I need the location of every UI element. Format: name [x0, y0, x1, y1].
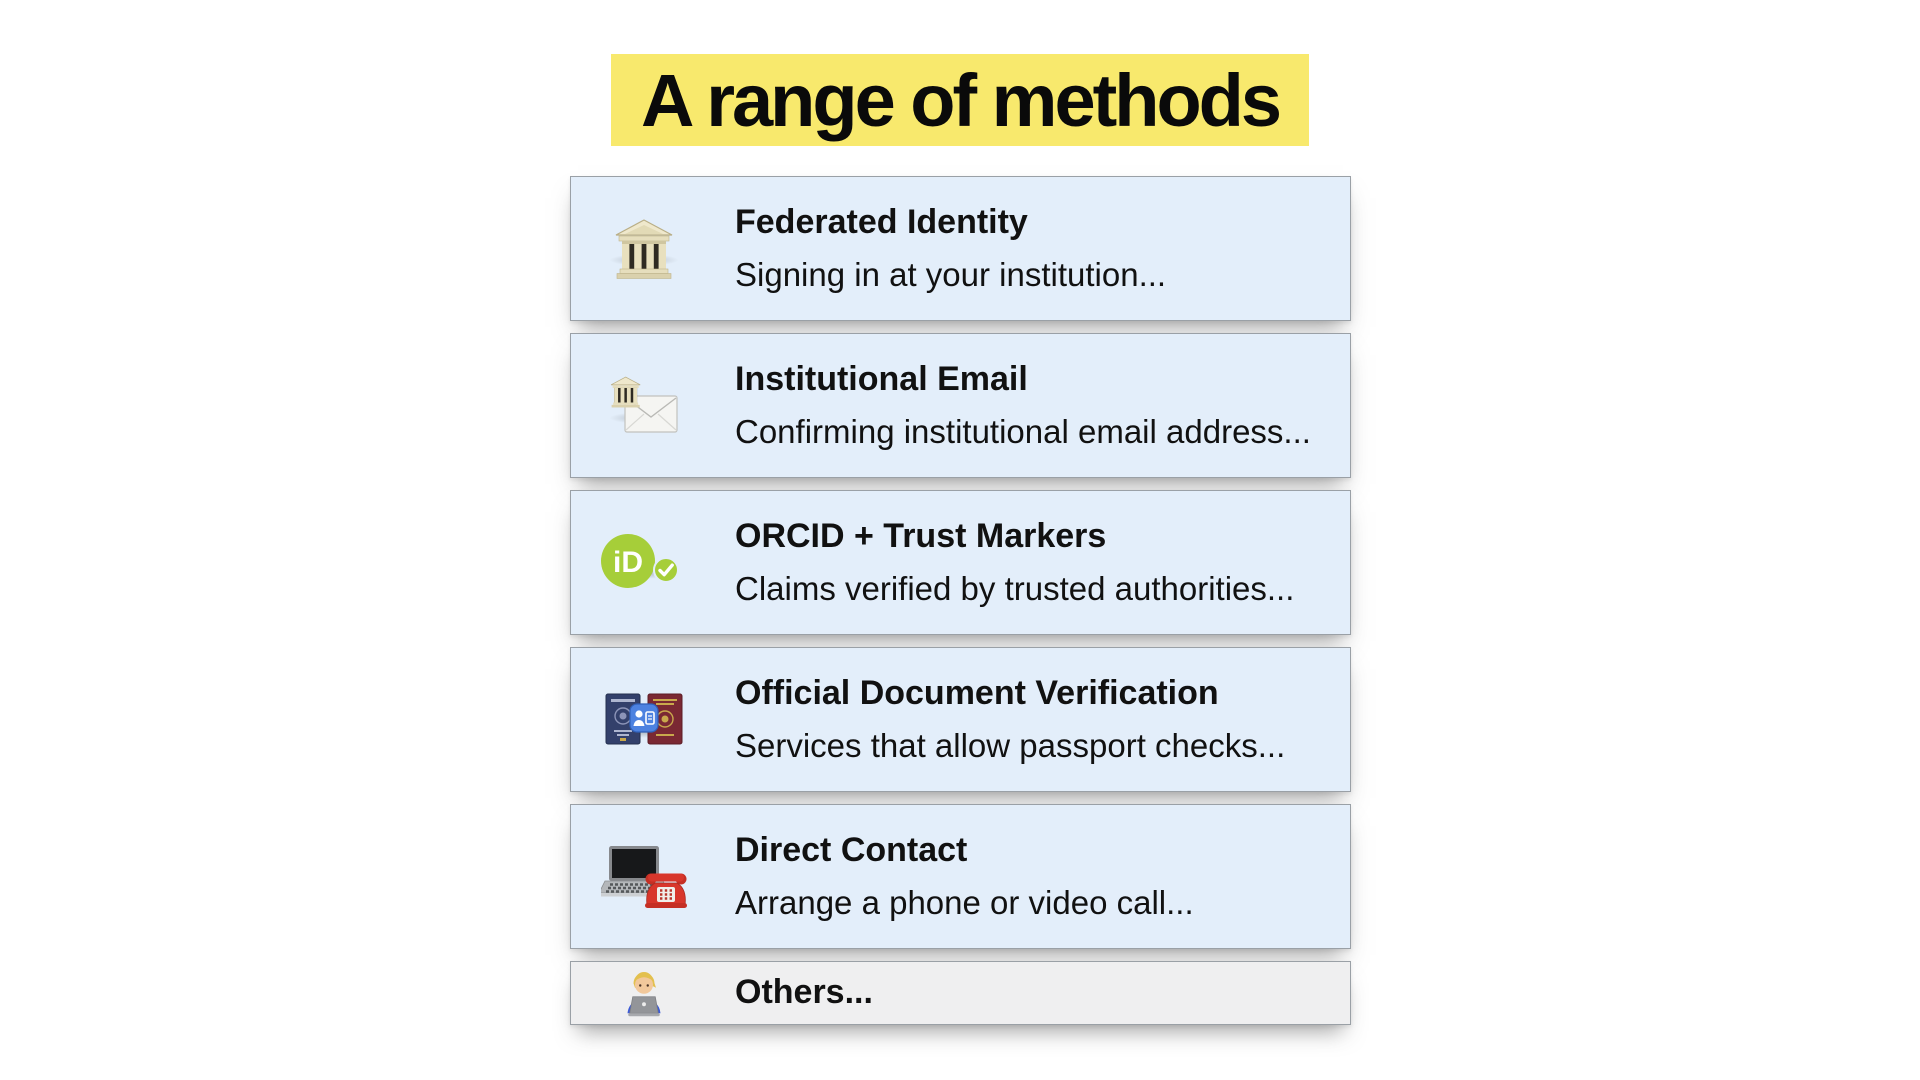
card-text	[735, 674, 1285, 764]
svg-text:iD: iD	[613, 545, 643, 579]
passport-control-badge	[630, 704, 658, 732]
method-card-federated-identity	[570, 176, 1351, 321]
card-subtitle: Signing in at your institution...	[735, 255, 1167, 293]
card-text	[735, 973, 873, 1012]
title-row	[0, 54, 1920, 146]
page-title: A range of methods	[611, 54, 1309, 146]
person-technologist-icon	[599, 968, 689, 1018]
telephone	[645, 873, 687, 908]
card-text	[735, 360, 1311, 450]
card-subtitle: Services that allow passport checks...	[735, 726, 1286, 764]
card-subtitle: Claims verified by trusted authorities...	[735, 569, 1295, 607]
method-card-institutional-email	[570, 333, 1351, 478]
card-text	[735, 831, 1194, 921]
card-title: Direct Contact	[735, 831, 968, 870]
passport-control-icon	[599, 688, 689, 752]
card-subtitle: Arrange a phone or video call...	[735, 883, 1194, 921]
method-card-list	[570, 176, 1351, 1025]
card-subtitle: Confirming institutional email address...	[735, 412, 1311, 450]
method-card-direct-contact	[570, 804, 1351, 949]
card-title: ORCID + Trust Markers	[735, 517, 1107, 556]
orcid-id-check-icon	[599, 533, 689, 593]
card-text	[735, 203, 1166, 293]
method-card-orcid-trust-markers	[570, 490, 1351, 635]
method-card-official-document-verification	[570, 647, 1351, 792]
card-title: Federated Identity	[735, 203, 1028, 242]
card-text	[735, 517, 1294, 607]
classical-building-icon	[599, 218, 689, 280]
building-with-envelope-icon	[599, 374, 689, 438]
card-title: Institutional Email	[735, 360, 1028, 399]
laptop-telephone-icon	[599, 843, 689, 911]
method-card-others	[570, 961, 1351, 1025]
small-building	[611, 377, 640, 407]
card-title: Others...	[735, 973, 873, 1012]
card-title: Official Document Verification	[735, 674, 1219, 713]
